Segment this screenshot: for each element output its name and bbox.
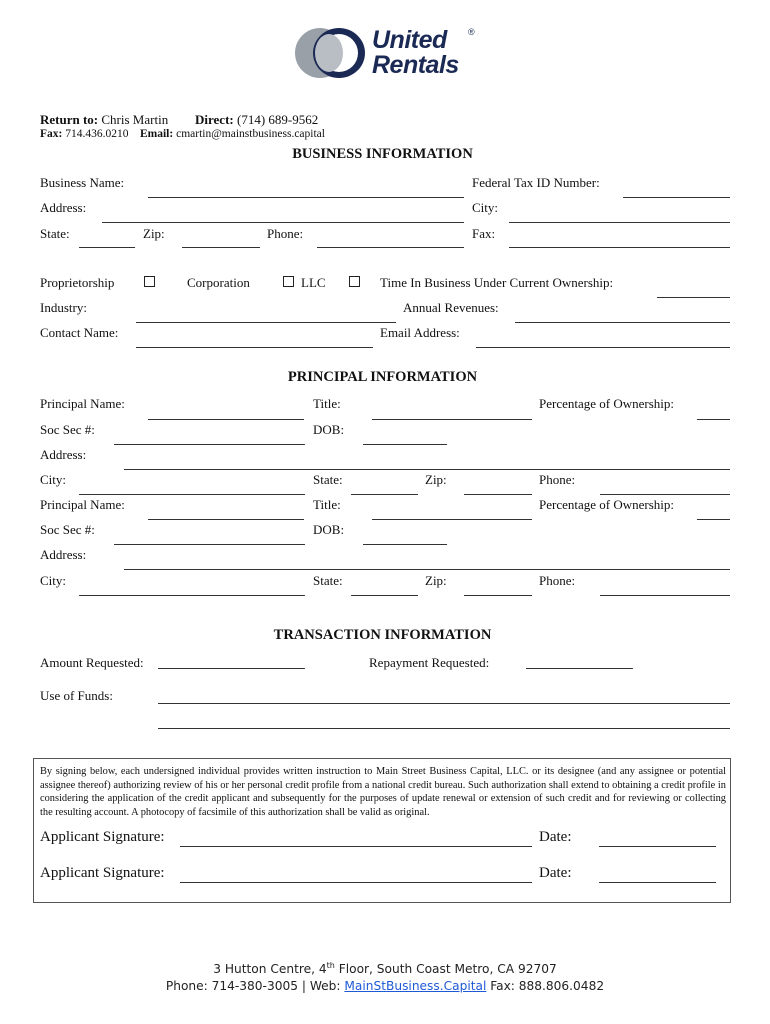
business-address-field[interactable] — [102, 222, 464, 223]
principal1-ownership-label: Percentage of Ownership: — [539, 396, 675, 411]
fax-value: 714.436.0210 — [65, 128, 129, 140]
registered-mark: ® — [468, 27, 475, 37]
return-to-line — [40, 112, 168, 128]
principal1-zip-field[interactable] — [464, 494, 532, 495]
amount-requested-field[interactable] — [158, 668, 305, 669]
principal2-phone-field[interactable] — [600, 595, 730, 596]
email-address-field[interactable] — [476, 347, 730, 348]
corporation-checkbox[interactable] — [283, 276, 294, 287]
applicant-signature2-label: Applicant Signature: — [40, 865, 165, 881]
return-to-value: Chris Martin — [101, 112, 169, 127]
return-to-label: Return to: — [40, 112, 99, 127]
principal1-title-label: Title: — [313, 396, 341, 411]
transaction-info-heading: TRANSACTION INFORMATION — [273, 627, 492, 643]
logo-emblem — [292, 26, 368, 80]
principal2-title-field[interactable] — [372, 519, 532, 520]
footer-address — [0, 961, 770, 976]
footer-address-start: 3 Hutton Centre, 4 — [213, 962, 327, 977]
principal2-dob-field[interactable] — [363, 544, 447, 545]
amount-requested-label: Amount Requested: — [40, 655, 144, 670]
principal1-phone-label: Phone: — [539, 472, 576, 487]
business-fax-label: Fax: — [472, 226, 496, 241]
contact-name-label: Contact Name: — [40, 325, 119, 340]
footer-contact — [0, 979, 770, 993]
logo-text-united: United — [372, 26, 447, 54]
corporation-label: Corporation — [187, 275, 250, 290]
principal2-name-label: Principal Name: — [40, 497, 125, 512]
business-info-heading: BUSINESS INFORMATION — [292, 146, 473, 162]
company-logo — [292, 26, 477, 82]
principal1-title-field[interactable] — [372, 419, 532, 420]
direct-label: Direct: — [195, 112, 234, 127]
footer-address-sup: th — [326, 961, 335, 970]
principal1-city-label: City: — [40, 472, 67, 487]
business-state-label: State: — [40, 226, 70, 241]
principal2-address-field[interactable] — [124, 569, 730, 570]
principal1-ssn-label: Soc Sec #: — [40, 422, 95, 437]
use-of-funds-label: Use of Funds: — [40, 688, 113, 703]
llc-label: LLC — [301, 275, 326, 290]
federal-tax-id-field[interactable] — [623, 197, 730, 198]
proprietorship-checkbox[interactable] — [144, 276, 155, 287]
industry-label: Industry: — [40, 300, 87, 315]
signature2-date-label: Date: — [539, 865, 572, 881]
principal1-address-field[interactable] — [124, 469, 730, 470]
principal1-dob-label: DOB: — [313, 422, 345, 437]
footer-fax: Fax: 888.806.0482 — [486, 979, 605, 993]
use-of-funds-field-line2[interactable] — [158, 728, 730, 729]
principal1-name-label: Principal Name: — [40, 396, 125, 411]
repayment-requested-field[interactable] — [526, 668, 633, 669]
principal1-state-field[interactable] — [351, 494, 418, 495]
business-phone-label: Phone: — [267, 226, 304, 241]
principal2-zip-field[interactable] — [464, 595, 532, 596]
email-address-label: Email Address: — [380, 325, 460, 340]
principal1-city-field[interactable] — [79, 494, 305, 495]
principal2-ownership-field[interactable] — [697, 519, 730, 520]
principal2-ssn-field[interactable] — [114, 544, 305, 545]
principal2-city-field[interactable] — [79, 595, 305, 596]
annual-revenues-label: Annual Revenues: — [403, 300, 499, 315]
email-label: Email: — [139, 128, 174, 140]
principal2-address-label: Address: — [40, 547, 87, 562]
business-city-label: City: — [472, 200, 499, 215]
business-zip-label: Zip: — [143, 226, 165, 241]
principal1-dob-field[interactable] — [363, 444, 447, 445]
principal2-zip-label: Zip: — [425, 573, 447, 588]
principal2-state-label: State: — [313, 573, 343, 588]
footer-address-end: Floor, South Coast Metro, CA 92707 — [334, 962, 557, 977]
business-zip-field[interactable] — [182, 247, 260, 248]
principal1-phone-field[interactable] — [600, 494, 730, 495]
use-of-funds-field-line1[interactable] — [158, 703, 730, 704]
principal1-ownership-field[interactable] — [697, 419, 730, 420]
time-in-business-label: Time In Business Under Current Ownership: — [380, 275, 614, 290]
signature1-date-field[interactable] — [599, 846, 716, 847]
signature1-date-label: Date: — [539, 829, 572, 845]
fax-label: Fax: — [40, 128, 63, 140]
federal-tax-id-label: Federal Tax ID Number: — [472, 175, 600, 190]
business-state-field[interactable] — [79, 247, 135, 248]
applicant-signature1-field[interactable] — [180, 846, 532, 847]
principal2-ownership-label: Percentage of Ownership: — [539, 497, 675, 512]
direct-value: (714) 689-9562 — [236, 112, 319, 127]
llc-checkbox[interactable] — [349, 276, 360, 287]
applicant-signature2-field[interactable] — [180, 882, 532, 883]
proprietorship-label: Proprietorship — [40, 275, 115, 290]
principal2-dob-label: DOB: — [313, 522, 345, 537]
signature2-date-field[interactable] — [599, 882, 716, 883]
principal2-state-field[interactable] — [351, 595, 418, 596]
principal1-address-label: Address: — [40, 447, 87, 462]
annual-revenues-field[interactable] — [515, 322, 730, 323]
email-value: cmartin@mainstbusiness.capital — [176, 128, 325, 140]
logo-text-rentals: Rentals — [372, 51, 459, 79]
business-fax-field[interactable] — [509, 247, 730, 248]
business-name-label: Business Name: — [40, 175, 125, 190]
business-name-field[interactable] — [148, 197, 464, 198]
principal1-ssn-field[interactable] — [114, 444, 305, 445]
principal2-title-label: Title: — [313, 497, 341, 512]
principal1-name-field[interactable] — [148, 419, 304, 420]
business-city-field[interactable] — [509, 222, 730, 223]
principal2-phone-label: Phone: — [539, 573, 576, 588]
repayment-requested-label: Repayment Requested: — [369, 655, 490, 670]
direct-line — [195, 112, 318, 128]
principal1-zip-label: Zip: — [425, 472, 447, 487]
authorization-text: By signing below, each undersigned individual provides written instruction to Main Street Business Capital, LLC. or its designee (and any assignee or potential assignee thereof) authorizing review of his or her personal credit profile from a national credit bureau. Such authorization shall extend to obtaining a credit profile in considering the application of the credit applicant and subsequently for the purposes of update renewal or extension of such credit and for reviewing or collecting the resulting account. A photocopy of facsimile of this authorization shall be valid as original. — [40, 766, 726, 818]
fax-email-line — [40, 128, 325, 140]
contact-name-field[interactable] — [136, 347, 373, 348]
applicant-signature1-label: Applicant Signature: — [40, 829, 165, 845]
principal1-state-label: State: — [313, 472, 343, 487]
footer-phone: Phone: 714-380-3005 | Web: — [165, 979, 345, 993]
business-phone-field[interactable] — [317, 247, 464, 248]
footer-web-link[interactable]: MainStBusiness.Capital — [344, 979, 487, 993]
time-in-business-field[interactable] — [657, 297, 730, 298]
principal2-ssn-label: Soc Sec #: — [40, 522, 95, 537]
principal-info-heading: PRINCIPAL INFORMATION — [287, 369, 478, 385]
principal2-city-label: City: — [40, 573, 67, 588]
business-address-label: Address: — [40, 200, 87, 215]
industry-field[interactable] — [136, 322, 396, 323]
principal2-name-field[interactable] — [148, 519, 304, 520]
